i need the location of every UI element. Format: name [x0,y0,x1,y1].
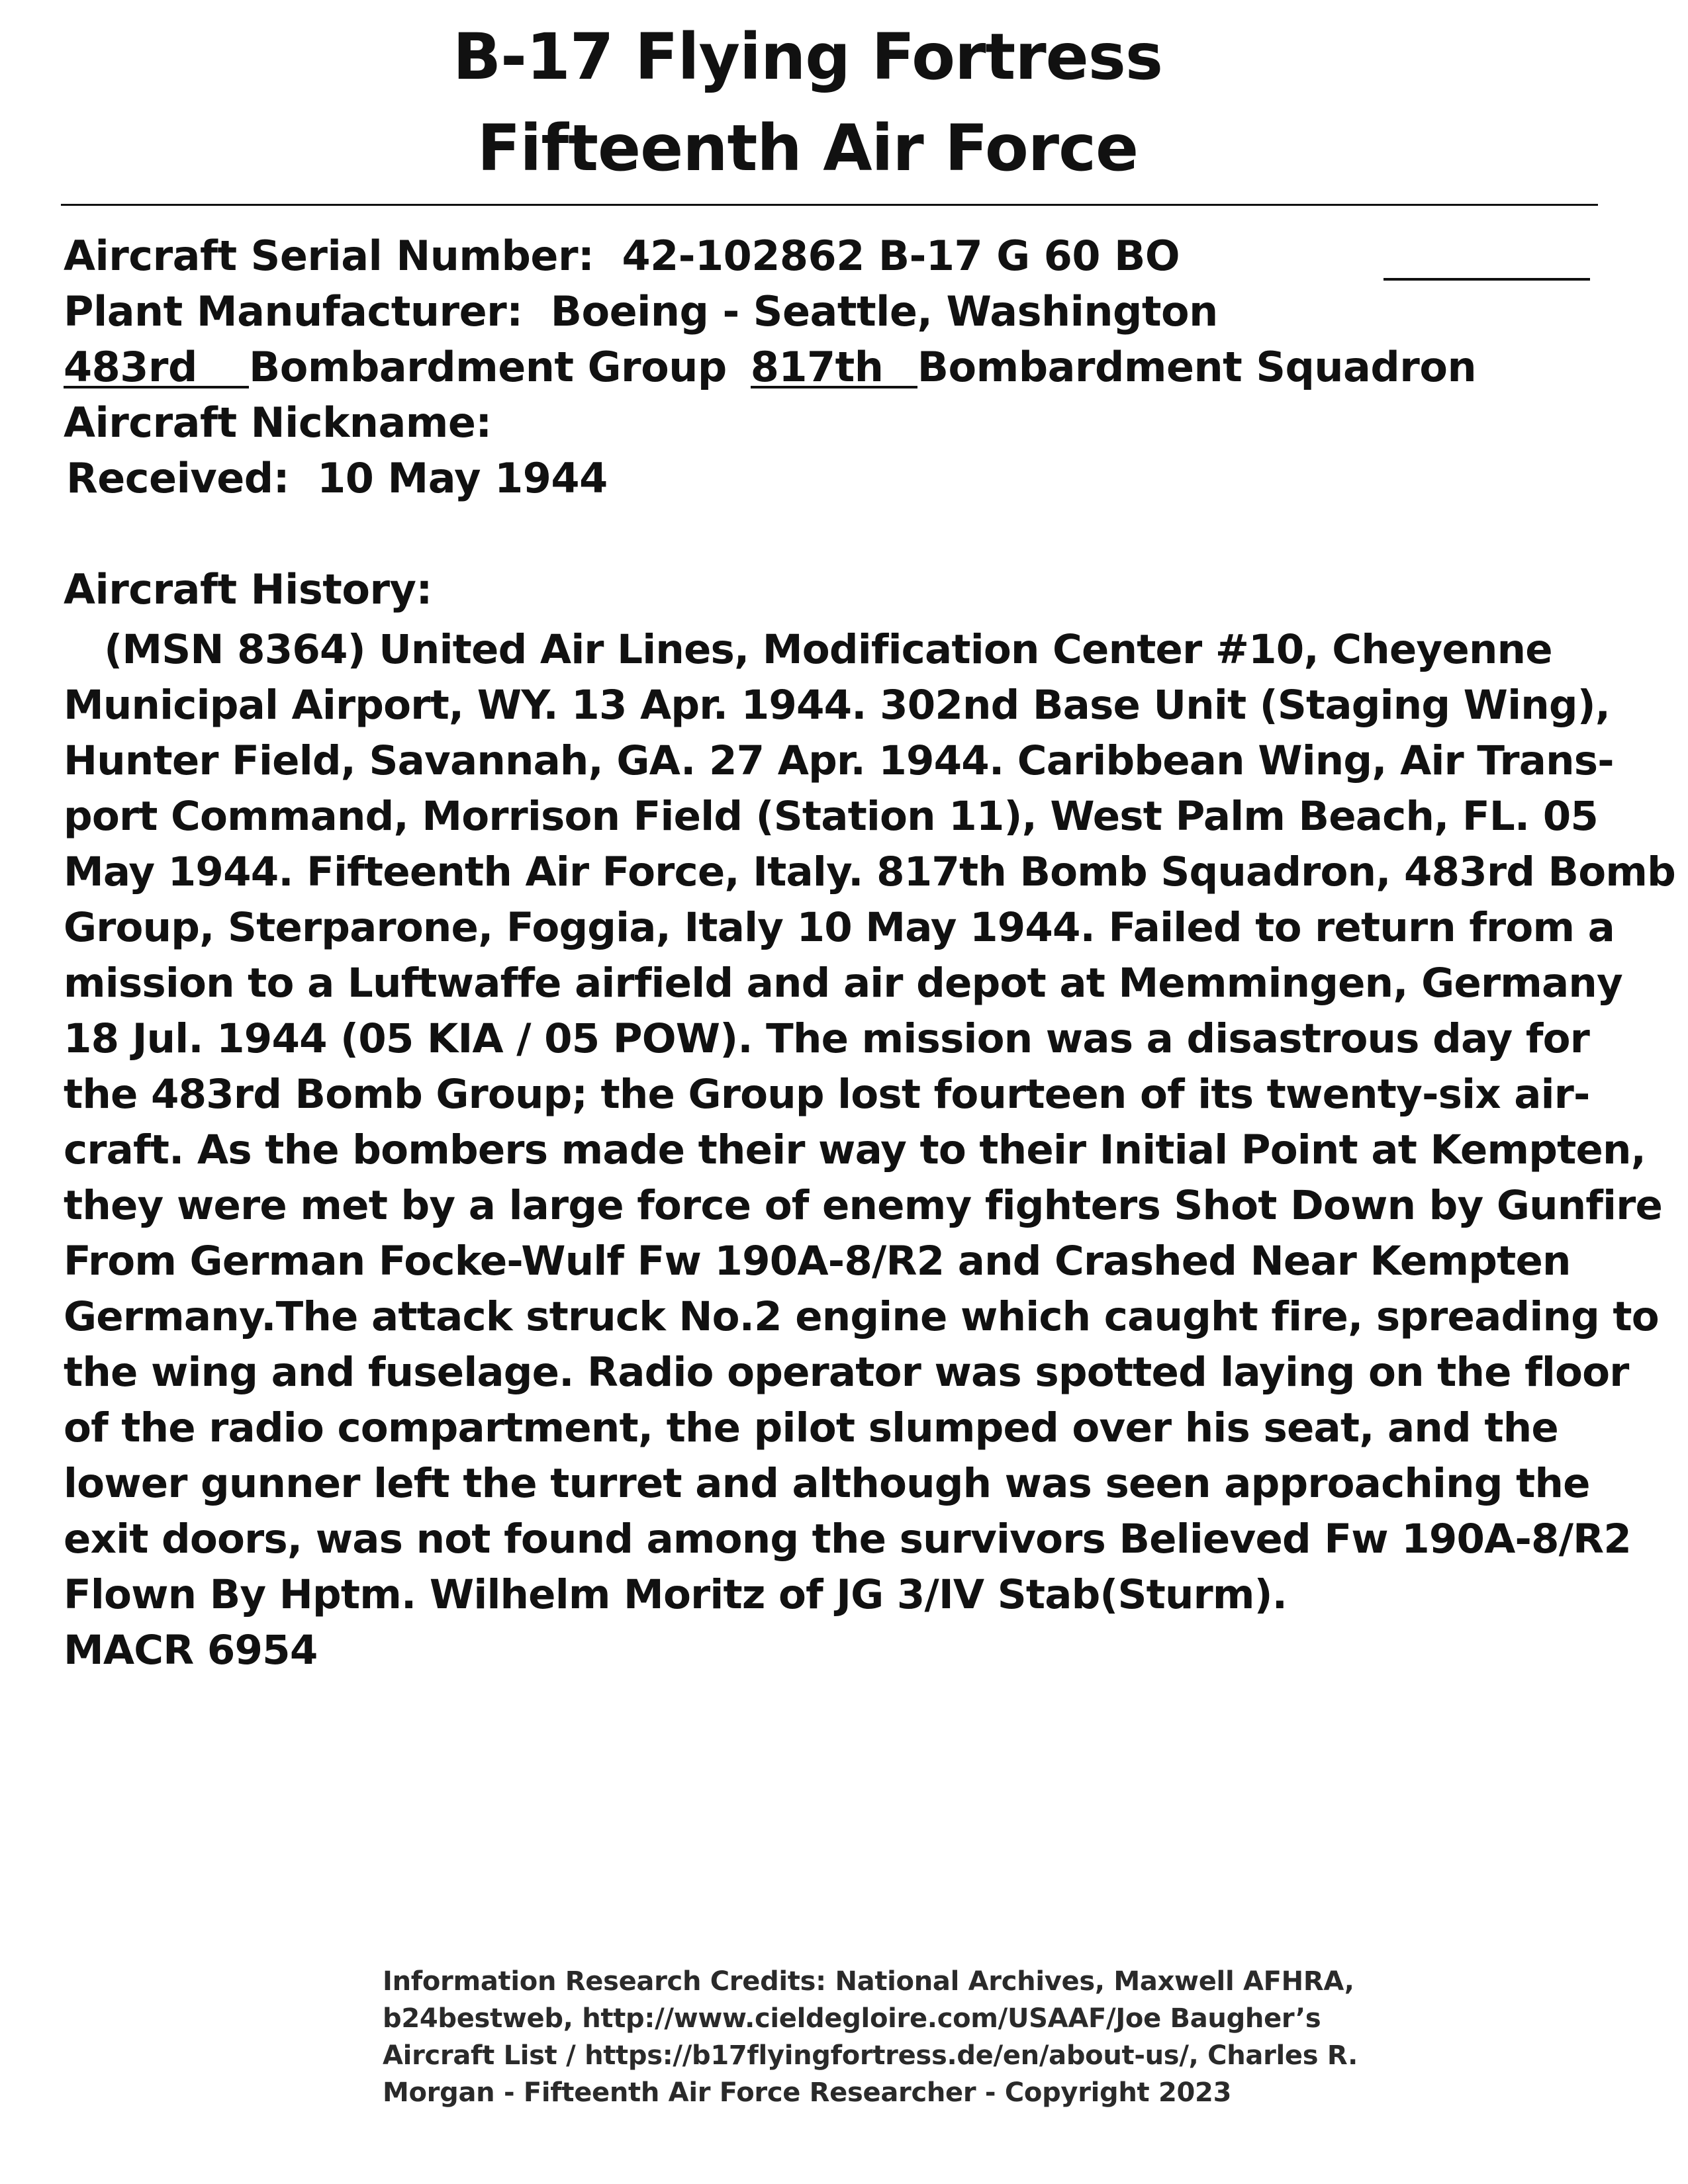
squadron-label: Bombardment Squadron [917,343,1477,391]
history-line: 18 Jul. 1944 (05 KIA / 05 POW). The mission was a disastrous day for [64,1015,1590,1062]
history-line: they were met by a large force of enemy fighters Shot Down by Gunfire [64,1182,1663,1229]
history-line: May 1944. Fifteenth Air Force, Italy. 817th Bomb Squadron, 483rd Bomb [64,848,1675,895]
history-line: of the radio compartment, the pilot slumped over his seat, and the [64,1404,1558,1451]
credit-line: Aircraft List / https://b17flyingfortress.de/en/about-us/, Charles R. [383,2040,1358,2071]
history-line: the 483rd Bomb Group; the Group lost fourteen of its twenty-six air- [64,1071,1590,1118]
research-credits [383,1963,1358,2111]
macr-number: MACR 6954 [64,1627,318,1674]
received-value: 10 May 1944 [317,454,608,502]
serial-number-value: 42-102862 B-17 G 60 BO [622,232,1180,280]
history-line: port Command, Morrison Field (Station 11), West Palm Beach, FL. 05 [64,793,1598,840]
history-line: mission to a Luftwaffe airfield and air depot at Memmingen, Germany [64,960,1622,1007]
serial-number-label: Aircraft Serial Number: [64,232,594,280]
units-row [64,343,1477,391]
history-line: Group, Sterparone, Foggia, Italy 10 May 1944. Failed to return from a [64,904,1615,951]
credit-line: b24bestweb, http://www.cieldegloire.com/USAAF/Joe Baugher’s [383,2003,1321,2034]
history-line: Municipal Airport, WY. 13 Apr. 1944. 302nd Base Unit (Staging Wing), [64,682,1611,729]
page-subtitle: Fifteenth Air Force [477,111,1139,185]
manufacturer-value: Boeing - Seattle, Washington [550,287,1218,336]
history-line: craft. As the bombers made their way to their Initial Point at Kempten, [64,1126,1646,1173]
received-label: Received: [66,454,289,502]
history-line: lower gunner left the turret and although was seen approaching the [64,1460,1590,1507]
blank-fill-line [1383,278,1590,281]
nickname-row [64,398,506,447]
page-title: B-17 Flying Fortress [452,20,1163,94]
manufacturer-label: Plant Manufacturer: [64,287,523,336]
group-label: Bombardment Group [249,343,727,391]
history-heading: Aircraft History: [64,565,432,614]
squadron-number: 817th [751,348,917,388]
title-divider [61,204,1598,206]
history-line: Flown By Hptm. Wilhelm Moritz of JG 3/IV Stab(Sturm). [64,1571,1288,1618]
manufacturer-row [64,287,1218,336]
history-line: Germany.The attack struck No.2 engine which caught fire, spreading to [64,1293,1659,1340]
history-line: Hunter Field, Savannah, GA. 27 Apr. 1944. Caribbean Wing, Air Trans- [64,737,1614,784]
nickname-label: Aircraft Nickname: [64,398,492,447]
history-line: exit doors, was not found among the survivors Believed Fw 190A-8/R2 [64,1516,1631,1563]
history-line: From German Focke-Wulf Fw 190A-8/R2 and Crashed Near Kempten [64,1238,1571,1285]
history-line: the wing and fuselage. Radio operator was spotted laying on the floor [64,1349,1629,1396]
history-line: (MSN 8364) United Air Lines, Modification Center #10, Cheyenne [64,626,1552,673]
credit-line: Information Research Credits: National Archives, Maxwell AFHRA, [383,1966,1354,1997]
credit-line: Morgan - Fifteenth Air Force Researcher - Copyright 2023 [383,2077,1232,2108]
received-row [66,454,608,502]
history-body [64,622,1675,1678]
group-number: 483rd [64,348,249,388]
serial-number-row [64,232,1180,280]
